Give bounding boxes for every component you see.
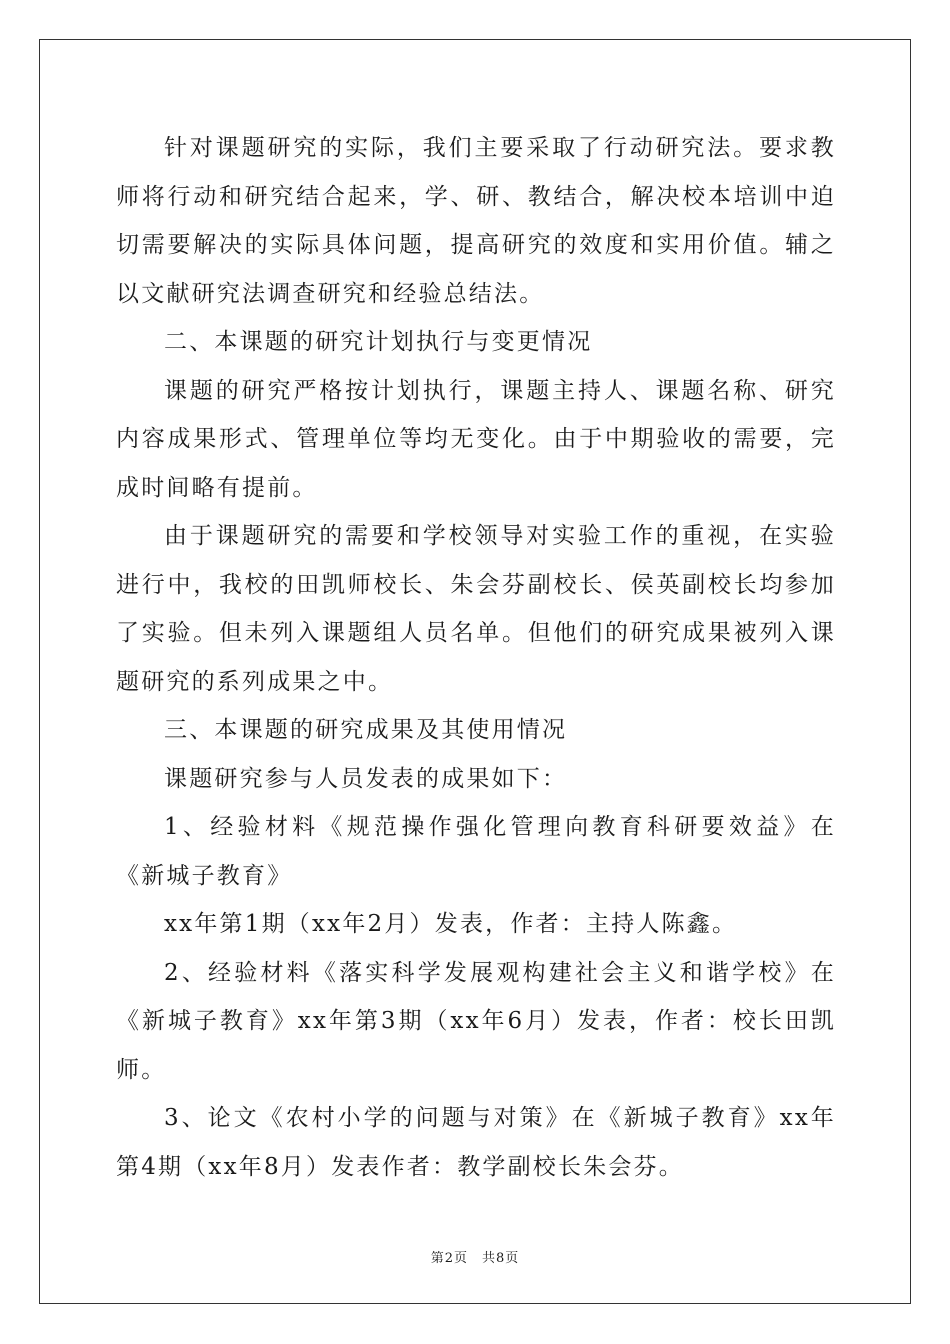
paragraph-plan-execution: 课题的研究严格按计划执行，课题主持人、课题名称、研究内容成果形式、管理单位等均无变化。由于中期验收的需要，完成时间略有提前。 [116,377,836,501]
list-item-result-1: 1、经验材料《规范操作强化管理向教育科研要效益》在《新城子教育》 [116,814,836,889]
paragraph-leadership: 由于课题研究的需要和学校领导对实验工作的重视，在实验进行中，我校的田凯师校长、朱会芬副校长、侯英副校长均参加了实验。但未列入课题组人员名单。但他们的研究成果被列入课题研究的系列成果之中。 [116,523,836,695]
paragraph-results-intro: 课题研究参与人员发表的成果如下： [164,765,568,792]
paragraph-research-method: 针对课题研究的实际，我们主要采取了行动研究法。要求教师将行动和研究结合起来，学、研、教结合，解决校本培训中迫切需要解决的实际具体问题，提高研究的效度和实用价值。辅之以文献研究法调查研究和经验总结法。 [116,135,836,307]
list-item-result-3: 3、论文《农村小学的问题与对策》在《新城子教育》xx年第4期（xx年8月）发表作者：教学副校长朱会芬。 [116,1105,836,1180]
page-number-footer: 第2页 共8页 [430,1251,520,1266]
document-body [116,124,836,1191]
list-item-result-1-cont: xx年第1期（xx年2月）发表，作者：主持人陈鑫。 [164,911,738,937]
section-heading-3: 三、本课题的研究成果及其使用情况 [164,717,568,743]
list-item-result-2: 2、经验材料《落实科学发展观构建社会主义和谐学校》在《新城子教育》xx年第3期（xx年6月）发表，作者：校长田凯师。 [116,959,836,1083]
section-heading-2: 二、本课题的研究计划执行与变更情况 [164,329,593,355]
